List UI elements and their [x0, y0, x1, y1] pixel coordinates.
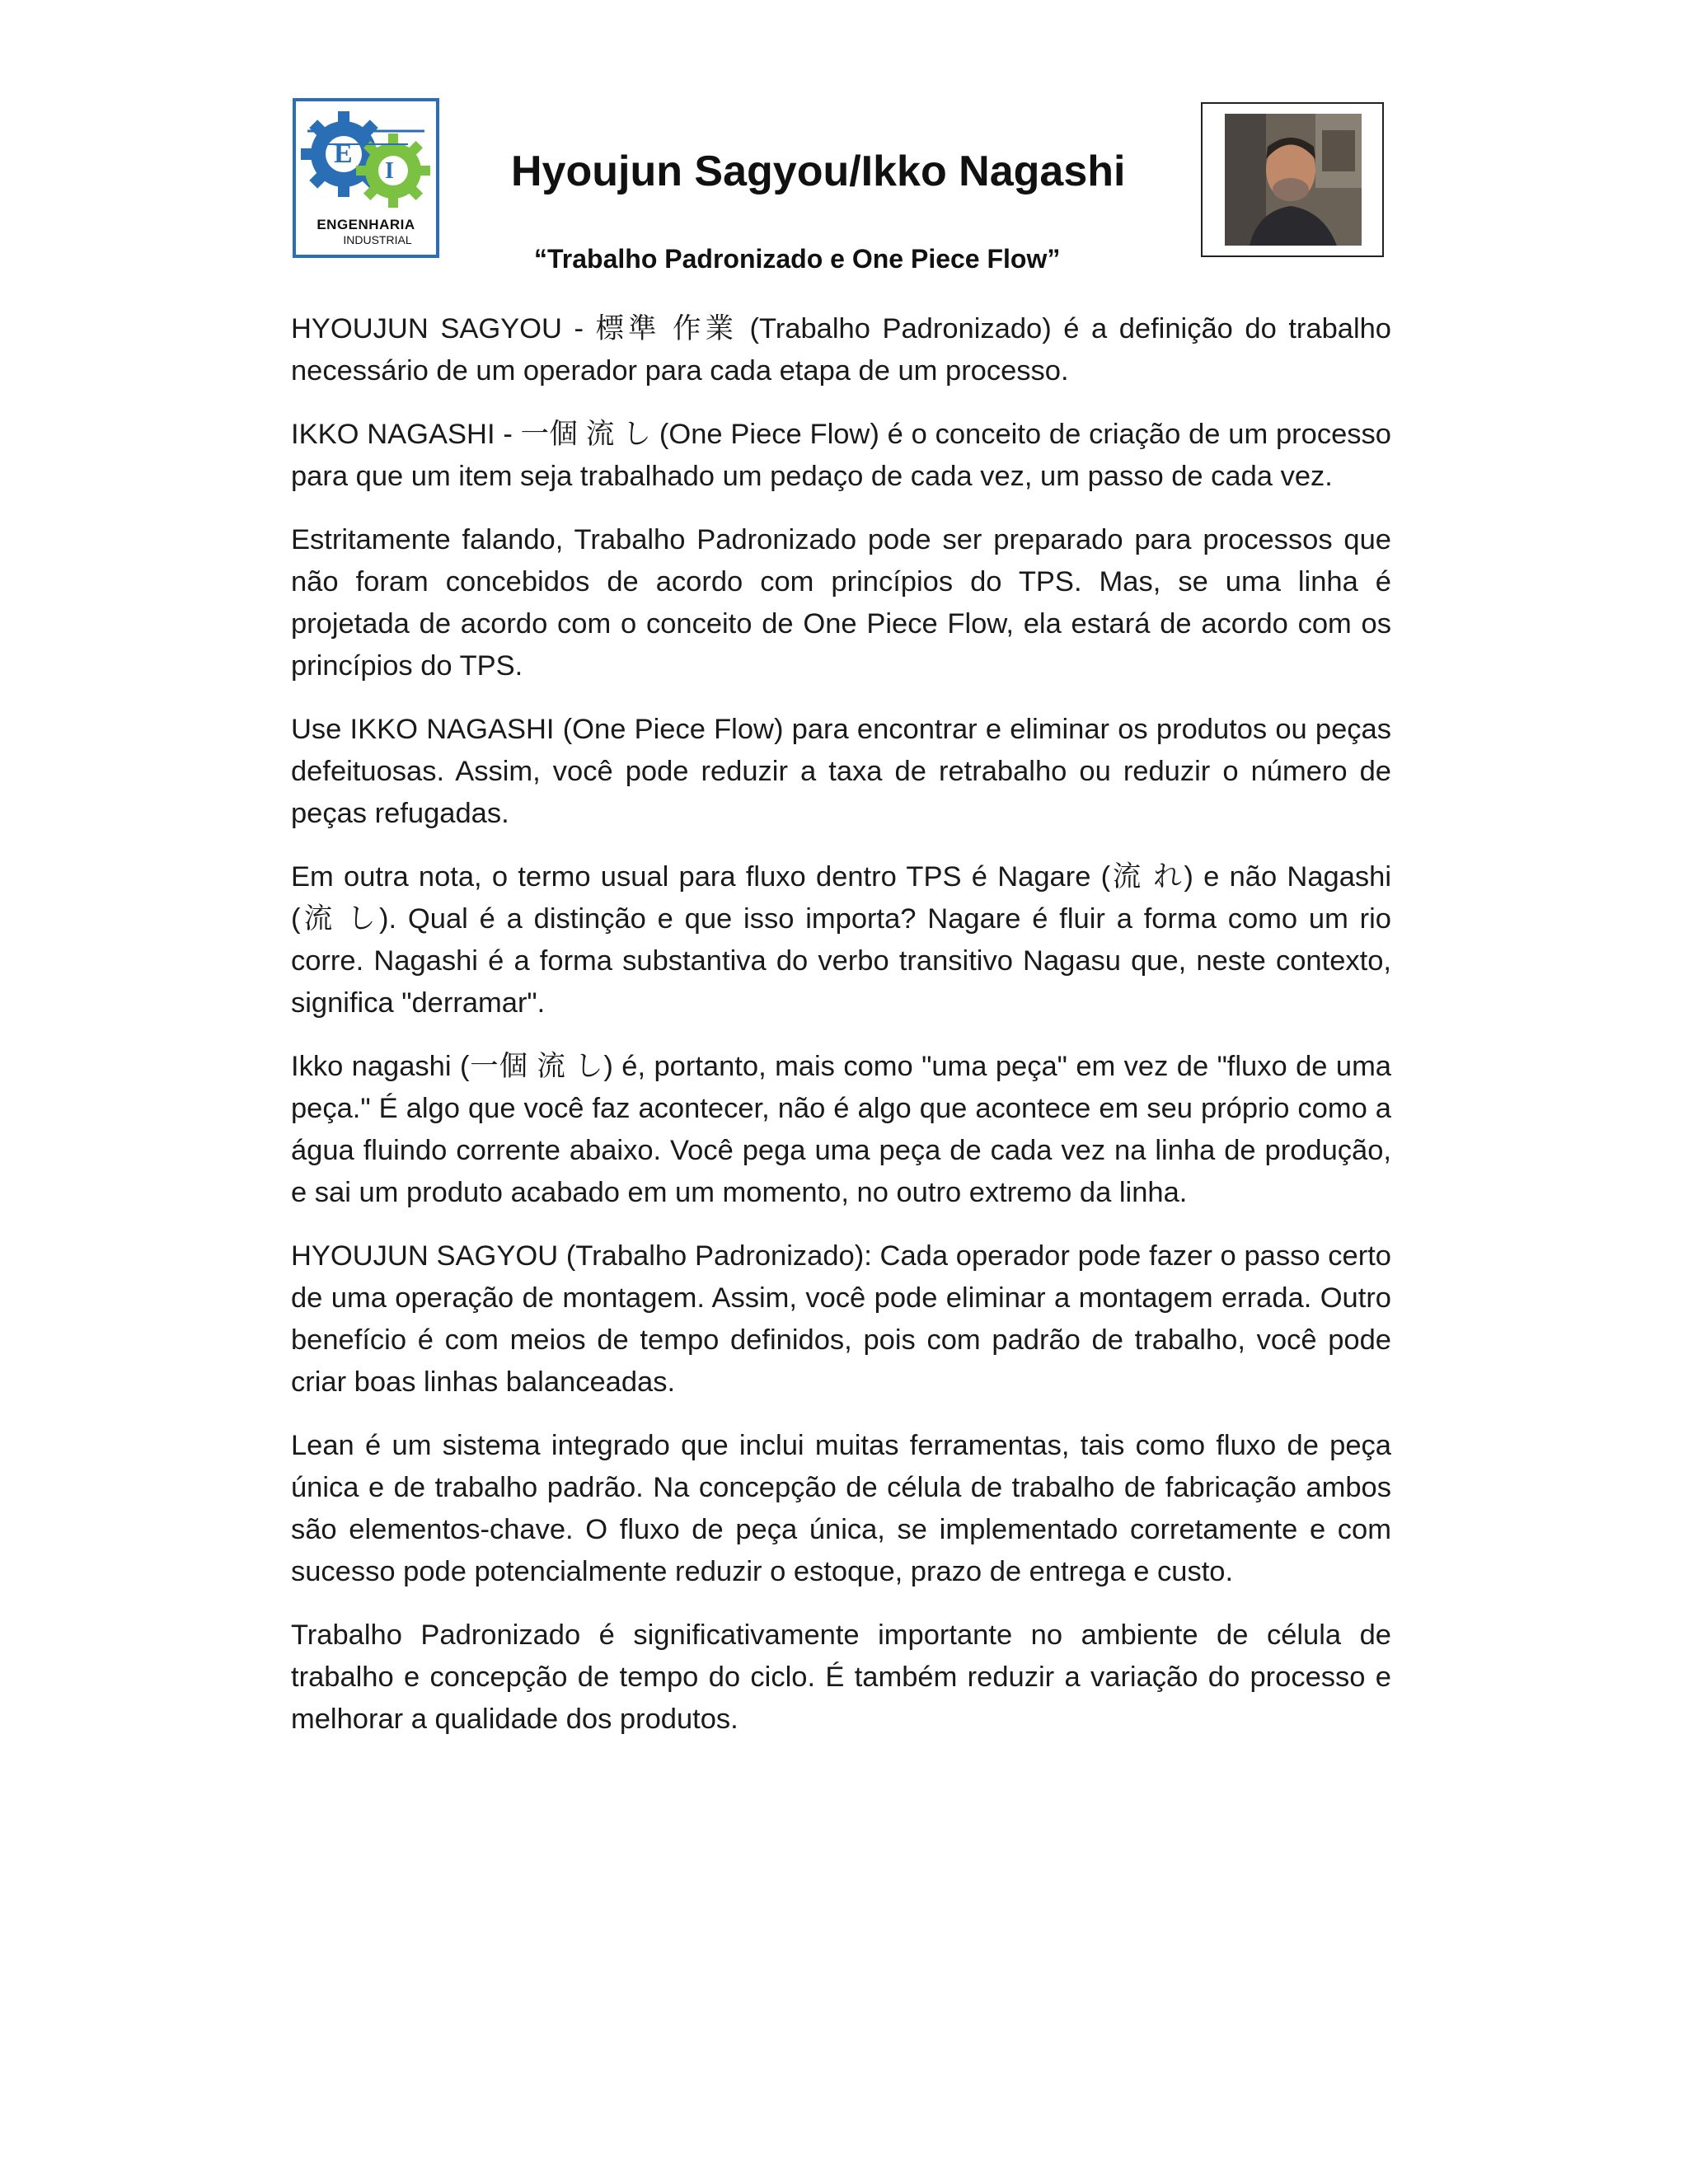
page-title: Hyoujun Sagyou/Ikko Nagashi: [511, 148, 1126, 195]
company-logo: [293, 98, 439, 258]
author-photo: [1225, 114, 1362, 246]
svg-text:E: E: [334, 138, 353, 169]
paragraph: Em outra nota, o termo usual para fluxo dentro TPS é Nagare (流 れ) e não Nagashi (流 し). Qual é a distinção e que isso importa? Nagare é fluir a forma como um rio corre. Nagashi é a forma substantiva do verbo transitivo Nagasu que, neste contexto, significa "derramar".: [291, 861, 1391, 1019]
paragraph: Trabalho Padronizado é significativamente importante no ambiente de célula de trabalho e concepção de tempo do ciclo. É também reduzir a variação do processo e melhorar a qualidade dos produtos.: [291, 1619, 1391, 1735]
document-body: [291, 308, 1391, 1762]
paragraph: IKKO NAGASHI - 一個 流 し (One Piece Flow) é o conceito de criação de um processo para que um item seja trabalhado um pedaço de cada vez, um passo de cada vez.: [291, 419, 1391, 492]
svg-text:I: I: [385, 158, 394, 184]
logo-line-1: ENGENHARIA: [316, 217, 415, 232]
paragraph: HYOUJUN SAGYOU - 標準 作業 (Trabalho Padronizado) é a definição do trabalho necessário de um operador para cada etapa de um processo.: [291, 313, 1391, 387]
paragraph: Ikko nagashi (一個 流 し) é, portanto, mais como "uma peça" em vez de "fluxo de uma peça." É algo que você faz acontecer, não é algo que acontece em seu próprio como a água fluindo corrente abaixo. Você pega uma peça de cada vez na linha de produção, e sai um produto acabado em um momento, no outro extremo da linha.: [291, 1051, 1391, 1208]
paragraph: HYOUJUN SAGYOU (Trabalho Padronizado): Cada operador pode fazer o passo certo de uma operação de montagem. Assim, você pode eliminar a montagem errada. Outro benefício é com meios de tempo definidos, pois com padrão de trabalho, você pode criar boas linhas balanceadas.: [291, 1240, 1391, 1398]
paragraph: Use IKKO NAGASHI (One Piece Flow) para encontrar e eliminar os produtos ou peças defeituosas. Assim, você pode reduzir a taxa de retrabalho ou reduzir o número de peças refugadas.: [291, 714, 1391, 829]
logo-line-2: INDUSTRIAL: [343, 233, 412, 246]
page-subtitle: “Trabalho Padronizado e One Piece Flow”: [534, 244, 1061, 274]
paragraph: Lean é um sistema integrado que inclui muitas ferramentas, tais como fluxo de peça única e de trabalho padrão. Na concepção de célula de trabalho de fabricação ambos são elementos-chave. O fluxo de peça única, se implementado corretamente e com sucesso pode potencialmente reduzir o estoque, prazo de entrega e custo.: [291, 1430, 1391, 1587]
gears-logo-icon: [301, 106, 431, 213]
paragraph: Estritamente falando, Trabalho Padronizado pode ser preparado para processos que não foram concebidos de acordo com princípios do TPS. Mas, se uma linha é projetada de acordo com o conceito de One Piece Flow, ela estará de acordo com os princípios do TPS.: [291, 524, 1391, 682]
author-photo-frame: [1201, 102, 1384, 257]
